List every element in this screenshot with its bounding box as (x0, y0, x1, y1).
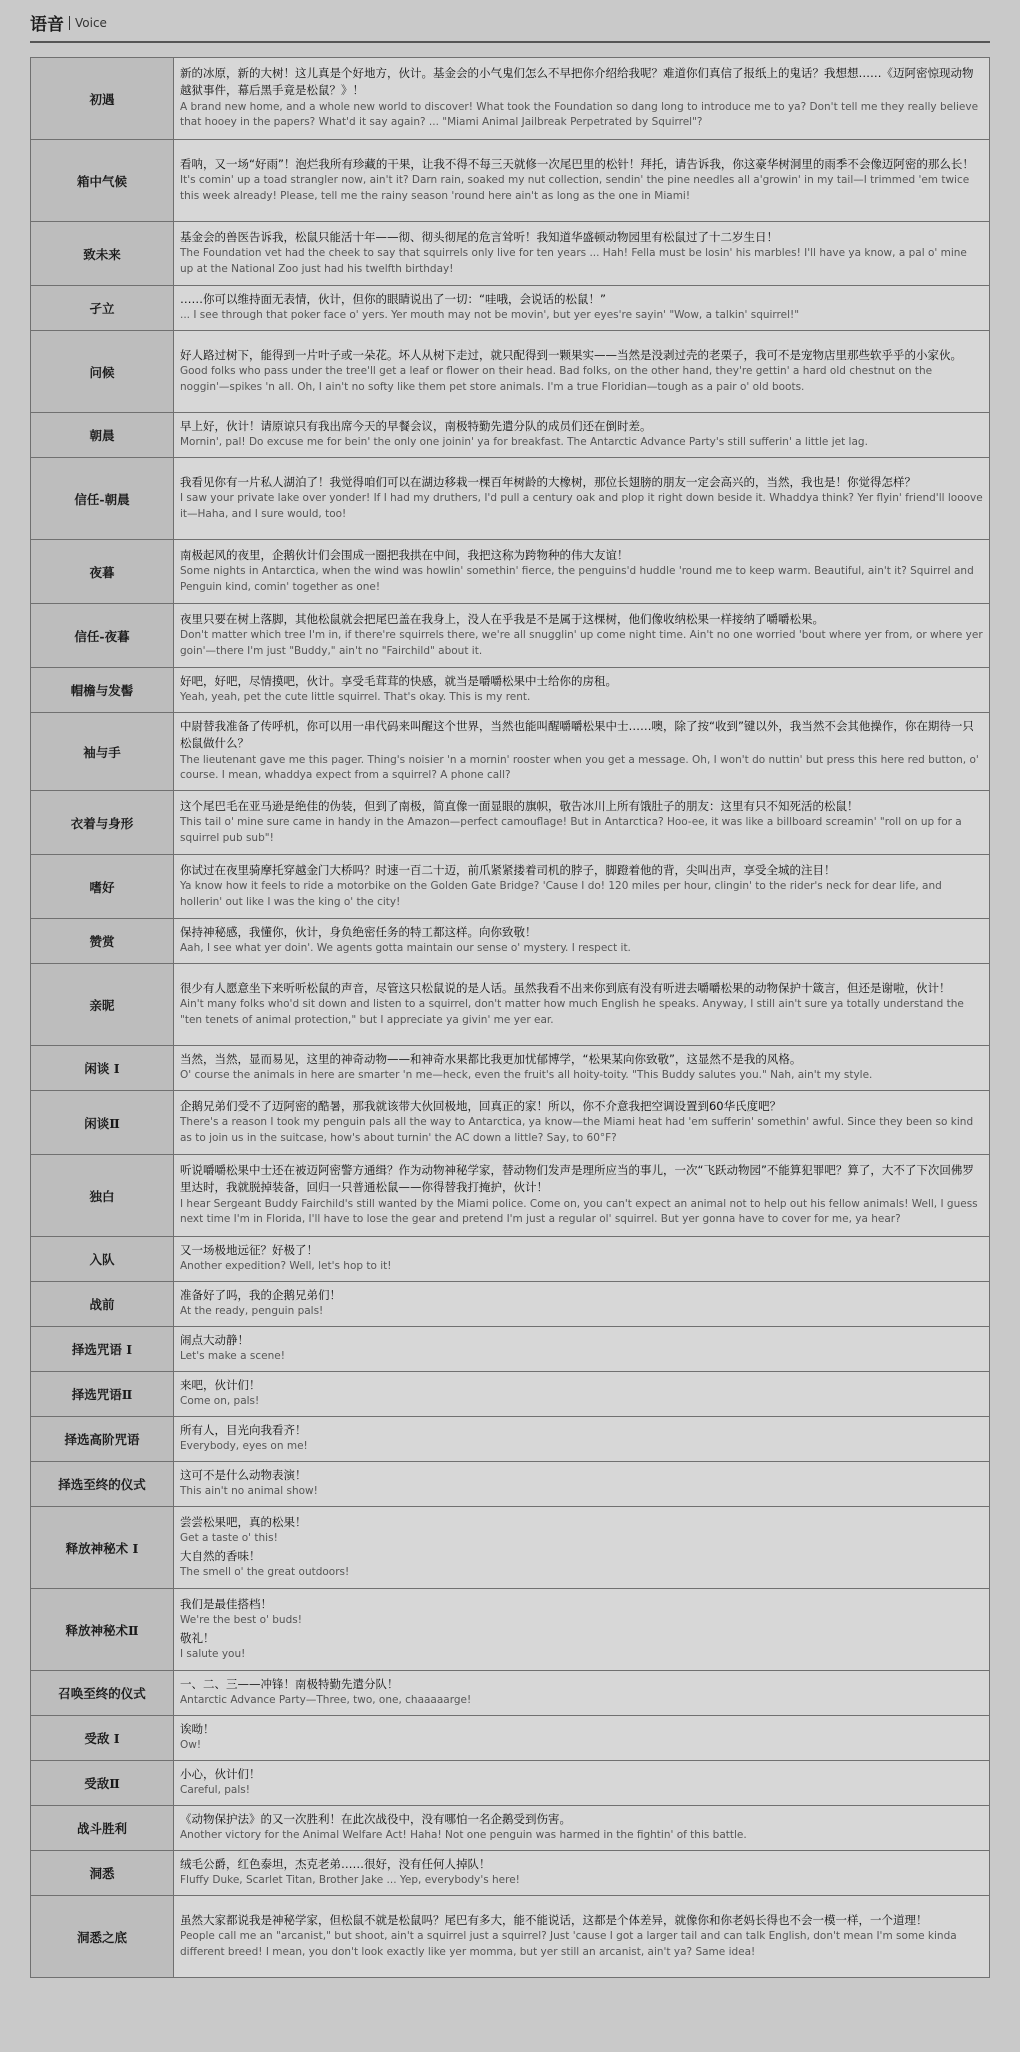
voice-row (31, 140, 990, 222)
voice-line-chinese: 好吧，好吧，尽情摸吧，伙计。享受毛茸茸的快感，就当是嚼嚼松果中士给你的房租。 (180, 674, 617, 688)
voice-line-chinese: 所有人，目光向我看齐！ (180, 1423, 307, 1437)
voice-row-content (174, 1761, 990, 1806)
voice-row (31, 1671, 990, 1716)
voice-row (31, 1806, 990, 1851)
voice-line-chinese: 当然，当然，显而易见，这里的神奇动物——和神奇水果都比我更加忧郁博学，“松果某向你致敬”，这显然不是我的风格。 (180, 1052, 802, 1066)
voice-row (31, 1327, 990, 1372)
voice-row-label: 信任-朝晨 (31, 458, 174, 540)
voice-row (31, 604, 990, 668)
voice-row (31, 331, 990, 413)
voice-row-label: 受敌 I (31, 1716, 174, 1761)
voice-line-english: The lieutenant gave me this pager. Thing's noisier 'n a mornin' rooster when you get a message. Oh, I won't do nuttin' but press this here red button, o' course. I mean, whaddya expect from a squirrel? A phone call? (180, 753, 979, 782)
voice-row-label: 战前 (31, 1282, 174, 1327)
voice-line-chinese: 敬礼！ (180, 1630, 215, 1645)
voice-row-content (174, 140, 990, 222)
voice-row (31, 1507, 990, 1589)
voice-line-english: ... I see through that poker face o' yers. Yer mouth may not be movin', but yer eyes're sayin' "Wow, a talkin' squirrel!" (180, 309, 800, 322)
voice-line-english: Don't matter which tree I'm in, if there're squirrels there, we're all snugglin' up come night time. Ain't no one worried 'bout where yer from, or where yer goin'—there I'm just "Buddy," ain't no "Fairchild" about it. (180, 628, 983, 657)
voice-row-content (174, 222, 990, 286)
section-header (30, 10, 990, 43)
voice-line-english: I hear Sergeant Buddy Fairchild's still wanted by the Miami police. Come on, you can't expect an animal not to help out his fellow animals! Well, I guess next time I'm in Florida, I'll have to lose the gear and pretend I'm just a regular ol' squirrel. But yer gonna have to cover for me, ya hear? (180, 1197, 978, 1226)
voice-row-content (174, 1372, 990, 1417)
voice-row-label: 独白 (31, 1155, 174, 1237)
voice-line-english: Let's make a scene! (180, 1350, 285, 1363)
voice-row (31, 1091, 990, 1155)
voice-line-chinese: 这个尾巴毛在亚马逊是绝佳的伪装，但到了南极，简直像一面显眼的旗帜，敬告冰川上所有饿肚子的朋友：这里有只不知死活的松鼠！ (180, 798, 859, 813)
voice-row (31, 286, 990, 331)
voice-line-chinese: 企鹅兄弟们受不了迈阿密的酷暑，那我就该带大伙回极地，回真正的家！所以，你不介意我把空调设置到60华氏度吧？ (180, 1098, 782, 1113)
voice-row-label: 致未来 (31, 222, 174, 286)
voice-line-english: Another victory for the Animal Welfare Act! Haha! Not one penguin was harmed in the fightin' of this battle. (180, 1829, 747, 1842)
voice-line-chinese: 来吧，伙计们！ (180, 1378, 261, 1392)
voice-row-label: 亲昵 (31, 964, 174, 1046)
voice-line-chinese: 听说嚼嚼松果中士还在被迈阿密警方通缉？作为动物神秘学家，替动物们发声是理所应当的事儿，一次“飞跃动物园”不能算犯罪吧？算了，大不了下次回佛罗里达时，我就脱掉装备，回归一只普通松鼠——你得替我打掩护，伙计！ (180, 1163, 974, 1195)
voice-row-label: 择选高阶咒语 (31, 1417, 174, 1462)
voice-line-chinese: 《动物保护法》的又一次胜利！在此次战役中，没有哪怕一名企鹅受到伤害。 (180, 1812, 571, 1826)
voice-line-chinese: 闹点大动静！ (180, 1333, 249, 1347)
voice-line-english: O' course the animals in here are smarter 'n me—heck, even the fruit's all hoity-toity. "This Buddy salutes you." Nah, ain't my style. (180, 1069, 873, 1082)
voice-line-chinese: 夜里只要在树上落脚，其他松鼠就会把尾巴盖在我身上，没人在乎我是不是属于这棵树，他们像收纳松果一样接纳了嚼嚼松果。 (180, 611, 824, 626)
voice-line-chinese: 保持神秘感，我懂你，伙计，身负绝密任务的特工都这样。向你致敬！ (180, 925, 537, 939)
voice-row-content (174, 540, 990, 604)
voice-row-content (174, 1589, 990, 1671)
voice-line-chinese: 基金会的兽医告诉我，松鼠只能活十年——彻、彻头彻尾的危言耸听！我知道华盛顿动物园里有松鼠过了十二岁生日！ (180, 229, 778, 244)
voice-line-english: Everybody, eyes on me! (180, 1440, 308, 1453)
voice-line-chinese: 看呐，又一场“好雨”！泡烂我所有珍藏的干果，让我不得不每三天就修一次尾巴里的松针！拜托，请告诉我，你这豪华树洞里的雨季不会像迈阿密的那么长！ (180, 156, 974, 171)
voice-row-label: 洞悉 (31, 1851, 174, 1896)
voice-row-content (174, 668, 990, 713)
voice-row-content (174, 286, 990, 331)
voice-row-label: 闲谈 I (31, 1046, 174, 1091)
voice-row (31, 1589, 990, 1671)
voice-line-english: I salute you! (180, 1647, 246, 1660)
voice-row-content (174, 1046, 990, 1091)
voice-line-english: Some nights in Antarctica, when the wind was howlin' somethin' fierce, the penguins'd huddle 'round me to keep warm. Beautiful, ain't it? Squirrel and Penguin kind, comin' together as one! (180, 564, 974, 593)
voice-row-content (174, 1327, 990, 1372)
voice-line-english: Aah, I see what yer doin'. We agents gotta maintain our sense o' mystery. I respect it. (180, 942, 631, 955)
voice-row-content (174, 1091, 990, 1155)
voice-line-chinese: 这可不是什么动物表演！ (180, 1468, 307, 1482)
voice-row-content (174, 413, 990, 458)
voice-row-label: 释放神秘术 I (31, 1507, 174, 1589)
voice-row-label: 问候 (31, 331, 174, 413)
voice-table (30, 57, 990, 1978)
voice-line-chinese: 准备好了吗，我的企鹅兄弟们！ (180, 1288, 341, 1302)
voice-row-label: 嗜好 (31, 855, 174, 919)
voice-row-content (174, 919, 990, 964)
voice-row (31, 1155, 990, 1237)
voice-line-chinese: 一、二、三——冲锋！南极特勤先遣分队！ (180, 1677, 399, 1691)
voice-line-chinese: 绒毛公爵，红色泰坦，杰克老弟……很好，没有任何人掉队！ (180, 1857, 491, 1871)
voice-row (31, 1896, 990, 1978)
voice-line-english: This tail o' mine sure came in handy in the Amazon—perfect camouflage! But in Antarctica? Hoo-ee, it was like a billboard screamin' "roll on up for a squirrel pub sub"! (180, 815, 962, 844)
voice-line-english: Careful, pals! (180, 1784, 250, 1797)
voice-row-content (174, 713, 990, 791)
voice-line-english: Good folks who pass under the tree'll get a leaf or flower on their head. Bad folks, on the other hand, they're gettin' a hard old chestnut on the noggin'—spikes 'n all. Oh, I ain't no softy like them pet store animals. I'm a true Floridian—tough as a pair o' old boots. (180, 364, 933, 393)
voice-row (31, 713, 990, 791)
voice-row-content (174, 1896, 990, 1978)
voice-line-english: Mornin', pal! Do excuse me for bein' the only one joinin' ya for breakfast. The Antarctic Advance Party's still sufferin' a little jet lag. (180, 436, 868, 449)
voice-row-label: 洞悉之底 (31, 1896, 174, 1978)
voice-line-chinese: 又一场极地远征？好极了！ (180, 1243, 318, 1257)
voice-row (31, 1046, 990, 1091)
voice-row (31, 1462, 990, 1507)
voice-row (31, 222, 990, 286)
voice-row-label: 衣着与身形 (31, 791, 174, 855)
section-title: 语音 (30, 15, 64, 35)
voice-line-chinese: 好人路过树下，能得到一片叶子或一朵花。坏人从树下走过，就只配得到一颗果实——当然是没剥过壳的老栗子，我可不是宠物店里那些软乎乎的小家伙。 (180, 347, 962, 362)
voice-row-content (174, 1417, 990, 1462)
voice-line-english: A brand new home, and a whole new world to discover! What took the Foundation so dang long to introduce me to ya? Don't tell me they really believe that hooey in the papers? What'd it say again? ... "Miami Animal Jailbreak Perpetrated by Squirrel"? (180, 100, 979, 129)
voice-row (31, 540, 990, 604)
voice-row-label: 箱中气候 (31, 140, 174, 222)
voice-line-english: Yeah, yeah, pet the cute little squirrel. That's okay. This is my rent. (180, 691, 531, 704)
voice-row-content (174, 964, 990, 1046)
voice-line-chinese: 我们是最佳搭档！ (180, 1596, 272, 1611)
voice-row-label: 受敌Ⅱ (31, 1761, 174, 1806)
voice-row-content (174, 458, 990, 540)
voice-row (31, 791, 990, 855)
voice-row (31, 1851, 990, 1896)
voice-row-label: 战斗胜利 (31, 1806, 174, 1851)
voice-row-label: 闲谈Ⅱ (31, 1091, 174, 1155)
voice-row (31, 964, 990, 1046)
voice-line-english: We're the best o' buds! (180, 1613, 302, 1626)
voice-line-english: Ya know how it feels to ride a motorbike on the Golden Gate Bridge? 'Cause I do! 120 miles per hour, clingin' to the rider's neck for dear life, and hollerin' out like I was the king o' the city! (180, 879, 942, 908)
voice-row-content (174, 1462, 990, 1507)
voice-line-chinese: 早上好，伙计！请原谅只有我出席今天的早餐会议，南极特勤先遣分队的成员们还在倒时差。 (180, 419, 652, 433)
voice-row-label: 信任-夜暮 (31, 604, 174, 668)
voice-row (31, 1417, 990, 1462)
voice-line-chinese: ……你可以维持面无表情，伙计，但你的眼睛说出了一切：“哇哦，会说话的松鼠！” (180, 292, 606, 306)
voice-row-label: 初遇 (31, 58, 174, 140)
voice-line-english: People call me an "arcanist," but shoot, ain't a squirrel just a squirrel? Just 'cause I got a larger tail and can talk English, don't mean I'm some kinda different breed! I mean, you don't look exactly like yer momma, but yer still an arcanist, ain't ya? Same idea! (180, 1929, 957, 1958)
voice-line-chinese: 南极起风的夜里，企鹅伙计们会围成一圈把我拱在中间，我把这称为跨物种的伟大友谊！ (180, 547, 629, 562)
voice-row-label: 夜暮 (31, 540, 174, 604)
voice-line-chinese: 中尉替我准备了传呼机，你可以用一串代码来叫醒这个世界，当然也能叫醒嚼嚼松果中士……噢，除了按“收到”键以外，我当然不会其他操作，你在期待一只松鼠做什么？ (180, 719, 974, 751)
voice-row-label: 择选咒语Ⅱ (31, 1372, 174, 1417)
voice-line-english: Antarctic Advance Party—Three, two, one, chaaaaarge! (180, 1694, 472, 1707)
voice-row (31, 1282, 990, 1327)
voice-row-content (174, 1671, 990, 1716)
voice-line-english: At the ready, penguin pals! (180, 1305, 324, 1318)
voice-row-content (174, 1851, 990, 1896)
voice-line-english: Come on, pals! (180, 1395, 260, 1408)
voice-row (31, 1237, 990, 1282)
voice-line-chinese: 新的冰原，新的大树！这儿真是个好地方，伙计。基金会的小气鬼们怎么不早把你介绍给我呢？难道你们真信了报纸上的鬼话？我想想……《迈阿密惊现动物越狱事件，幕后黑手竟是松鼠？》！ (180, 66, 974, 98)
voice-row-content (174, 1237, 990, 1282)
voice-line-english: Ow! (180, 1739, 202, 1752)
voice-row (31, 1372, 990, 1417)
voice-row (31, 919, 990, 964)
voice-row (31, 1761, 990, 1806)
voice-line-english: This ain't no animal show! (180, 1485, 318, 1498)
voice-row-content (174, 604, 990, 668)
voice-table-body (31, 58, 990, 1978)
voice-row-content (174, 331, 990, 413)
voice-row (31, 58, 990, 140)
voice-line-chinese: 尝尝松果吧，真的松果！ (180, 1514, 307, 1529)
title-divider (69, 16, 70, 30)
voice-row (31, 855, 990, 919)
voice-line-english: I saw your private lake over yonder! If I had my druthers, I'd pull a century oak and plop it right down beside it. Whaddya think? Yer flyin' friend'll looove it—Haha, and I sure would, too! (180, 491, 983, 520)
voice-line-english: It's comin' up a toad strangler now, ain't it? Darn rain, soaked my nut collection, sendin' the pine needles all a'growin' in my tail—I trimmed 'em twice this week already! Please, tell me the rainy season 'round here ain't as long as the one in Miami! (180, 173, 970, 202)
voice-row-content (174, 855, 990, 919)
voice-row-content (174, 1282, 990, 1327)
voice-row-label: 入队 (31, 1237, 174, 1282)
voice-line-chinese: 诶呦！ (180, 1722, 215, 1736)
voice-line-english: There's a reason I took my penguin pals all the way to Antarctica, ya know—the Miami heat had 'em sufferin' somethin' awful. Since they been so kind as to join us in the suitcase, how's about turnin' the AC down a little? Say, to 60°F? (180, 1115, 974, 1144)
voice-line-chinese: 虽然大家都说我是神秘学家，但松鼠不就是松鼠吗？尾巴有多大，能不能说话，这都是个体差异，就像你和你老妈长得也不会一模一样，一个道理！ (180, 1912, 928, 1927)
voice-line-chinese: 你试过在夜里骑摩托穿越金门大桥吗？时速一百二十迈，前爪紧紧搂着司机的脖子，脚蹬着他的背，尖叫出声，享受全城的注目！ (180, 862, 836, 877)
voice-row-label: 朝晨 (31, 413, 174, 458)
voice-row-content (174, 58, 990, 140)
section-subtitle: Voice (75, 15, 107, 30)
voice-line-english: Another expedition? Well, let's hop to it! (180, 1260, 392, 1273)
voice-row-label: 孑立 (31, 286, 174, 331)
voice-row-label: 赞赏 (31, 919, 174, 964)
voice-row (31, 413, 990, 458)
voice-row (31, 1716, 990, 1761)
voice-line-english: Get a taste o' this! (180, 1531, 278, 1544)
voice-line-english: The smell o' the great outdoors! (180, 1565, 350, 1578)
voice-row-content (174, 1507, 990, 1589)
voice-row-content (174, 1716, 990, 1761)
voice-line-chinese: 大自然的香味！ (180, 1548, 261, 1563)
voice-row-label: 袖与手 (31, 713, 174, 791)
voice-line-english: Ain't many folks who'd sit down and listen to a squirrel, don't matter how much English he speaks. Anyway, I still ain't sure ya totally understand the "ten tenets of animal protection," but I appreciate ya givin' me yer ear. (180, 997, 964, 1026)
voice-row-content (174, 1806, 990, 1851)
voice-row-label: 帽檐与发髻 (31, 668, 174, 713)
voice-row-content (174, 1155, 990, 1237)
voice-row-label: 择选至终的仪式 (31, 1462, 174, 1507)
voice-line-chinese: 很少有人愿意坐下来听听松鼠的声音，尽管这只松鼠说的是人话。虽然我看不出来你到底有没有听进去嚼嚼松果的动物保护十箴言，但还是谢啦，伙计！ (180, 980, 951, 995)
voice-line-english: The Foundation vet had the cheek to say that squirrels only live for ten years ... Hah! Fella must be losin' his marbles! I'll have ya know, a pal o' mine up at the National Zoo just had his twelfth birthday! (180, 246, 967, 275)
voice-line-chinese: 我看见你有一片私人湖泊了！我觉得咱们可以在湖边移栽一棵百年树龄的大橡树，那位长翅膀的朋友一定会高兴的，当然，我也是！你觉得怎样？ (180, 474, 916, 489)
voice-row-label: 择选咒语 I (31, 1327, 174, 1372)
voice-line-chinese: 小心，伙计们！ (180, 1767, 261, 1781)
voice-row-content (174, 791, 990, 855)
voice-row-label: 释放神秘术Ⅱ (31, 1589, 174, 1671)
voice-line-english: Fluffy Duke, Scarlet Titan, Brother Jake ... Yep, everybody's here! (180, 1874, 520, 1887)
voice-row (31, 458, 990, 540)
voice-row-label: 召唤至终的仪式 (31, 1671, 174, 1716)
voice-row (31, 668, 990, 713)
